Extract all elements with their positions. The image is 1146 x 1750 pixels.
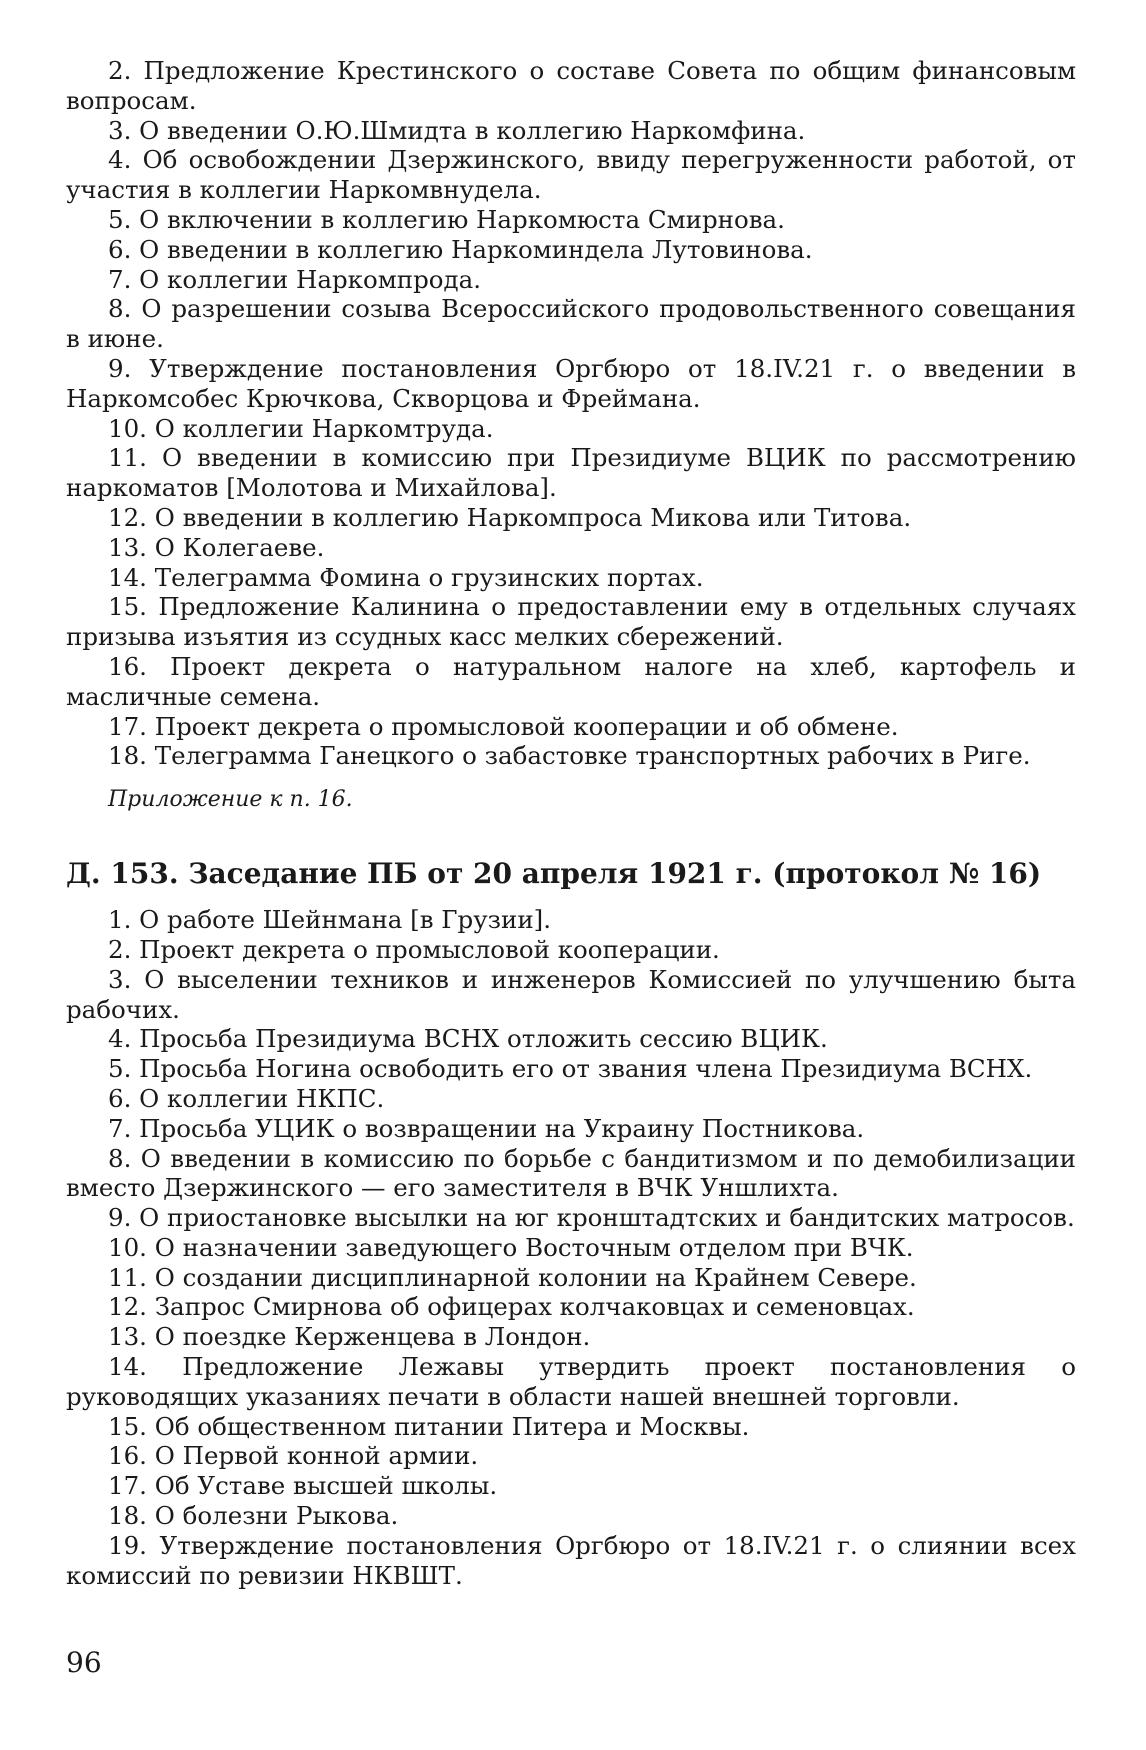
list-item: 12. Запрос Смирнова об офицерах колчаковцах и семеновцах. bbox=[108, 1292, 915, 1322]
list-item: 11. О введении в комиссию при Президиуме ВЦИК по рассмотрению наркоматов [Молотова и Михайлова]. bbox=[66, 443, 1076, 503]
list-item: 9. Утверждение постановления Оргбюро от 18.IV.21 г. о введении в Наркомсобес Крючкова, Скворцова и Фреймана. bbox=[66, 353, 1076, 413]
list-item: 6. О введении в коллегию Наркоминдела Лутовинова. bbox=[108, 234, 813, 264]
list-item: 9. О приостановке высылки на юг кронштадтских и бандитских матросов. bbox=[108, 1203, 1075, 1233]
list-item: 4. Об освобождении Дзержинского, ввиду перегруженности работой, от участия в коллегии Наркомвнудела. bbox=[66, 145, 1076, 205]
list-item: 16. О Первой конной армии. bbox=[108, 1441, 479, 1471]
list-item: 5. О включении в коллегию Наркомюста Смирнова. bbox=[108, 204, 785, 234]
list-item: 16. Проект декрета о натуральном налоге на хлеб, картофель и масличные семена. bbox=[66, 651, 1076, 711]
list-item: 14. Телеграмма Фомина о грузинских портах. bbox=[108, 562, 704, 592]
page-number: 96 bbox=[66, 1646, 102, 1679]
agenda-list-meeting bbox=[66, 905, 1076, 1590]
list-item: 8. О введении в комиссию по борьбе с бандитизмом и по демобилизации вместо Дзержинского — его заместителя в ВЧК Уншлихта. bbox=[66, 1143, 1076, 1203]
list-item: 13. О поездке Керженцева в Лондон. bbox=[108, 1322, 591, 1352]
list-item: 19. Утверждение постановления Оргбюро от 18.IV.21 г. о слиянии всех комиссий по ревизии НКВШТ. bbox=[66, 1530, 1076, 1590]
list-item: 2. Проект декрета о промысловой кооперации. bbox=[108, 934, 720, 964]
list-item: 14. Предложение Лежавы утвердить проект постановления о руководящих указаниях печати в области нашей внешней торговли. bbox=[66, 1352, 1076, 1411]
list-item: 13. О Колегаеве. bbox=[108, 532, 325, 562]
list-item: 1. О работе Шейнмана [в Грузии]. bbox=[108, 905, 551, 935]
list-item: 15. Предложение Калинина о предоставлении ему в отдельных случаях призыва изъятия из ссудных касс мелких сбережений. bbox=[66, 592, 1076, 652]
list-item: 6. О коллегии НКПС. bbox=[108, 1083, 385, 1113]
list-item: 17. Проект декрета о промысловой кооперации и об обмене. bbox=[108, 711, 899, 741]
list-item: 5. Просьба Ногина освободить его от звания члена Президиума ВСНХ. bbox=[108, 1054, 1033, 1084]
list-item: 2. Предложение Крестинского о составе Совета по общим финансовым вопросам. bbox=[66, 56, 1076, 115]
list-item: 8. О разрешении созыва Всероссийского продовольственного совещания в июне. bbox=[66, 294, 1076, 354]
list-item: 17. Об Уставе высшей школы. bbox=[108, 1471, 498, 1501]
list-item: 4. Просьба Президиума ВСНХ отложить сессию ВЦИК. bbox=[108, 1024, 828, 1054]
list-item: 11. О создании дисциплинарной колонии на Крайнем Севере. bbox=[108, 1262, 917, 1292]
list-item: 15. Об общественном питании Питера и Москвы. bbox=[108, 1411, 750, 1441]
list-item: 7. О коллегии Наркомпрода. bbox=[108, 264, 482, 294]
page-body bbox=[66, 56, 1076, 1590]
list-item: 12. О введении в коллегию Наркомпроса Микова или Титова. bbox=[108, 502, 912, 532]
list-item: 7. Просьба УЦИК о возвращении на Украину Постникова. bbox=[108, 1113, 865, 1143]
list-item: 3. О введении О.Ю.Шмидта в коллегию Наркомфина. bbox=[108, 115, 806, 145]
appendix-note: Приложение к п. 16. bbox=[108, 787, 353, 813]
list-item: 10. О коллегии Наркомтруда. bbox=[108, 413, 494, 443]
agenda-list-previous bbox=[66, 56, 1076, 771]
list-item: 18. О болезни Рыкова. bbox=[108, 1501, 399, 1531]
list-item: 3. О выселении техников и инженеров Комиссией по улучшению быта рабочих. bbox=[66, 964, 1076, 1024]
document-heading: Д. 153. Заседание ПБ от 20 апреля 1921 г. (протокол № 16) bbox=[66, 857, 1042, 891]
list-item: 10. О назначении заведующего Восточным отделом при ВЧК. bbox=[108, 1232, 914, 1262]
list-item: 18. Телеграмма Ганецкого о забастовке транспортных рабочих в Риге. bbox=[108, 741, 1031, 771]
